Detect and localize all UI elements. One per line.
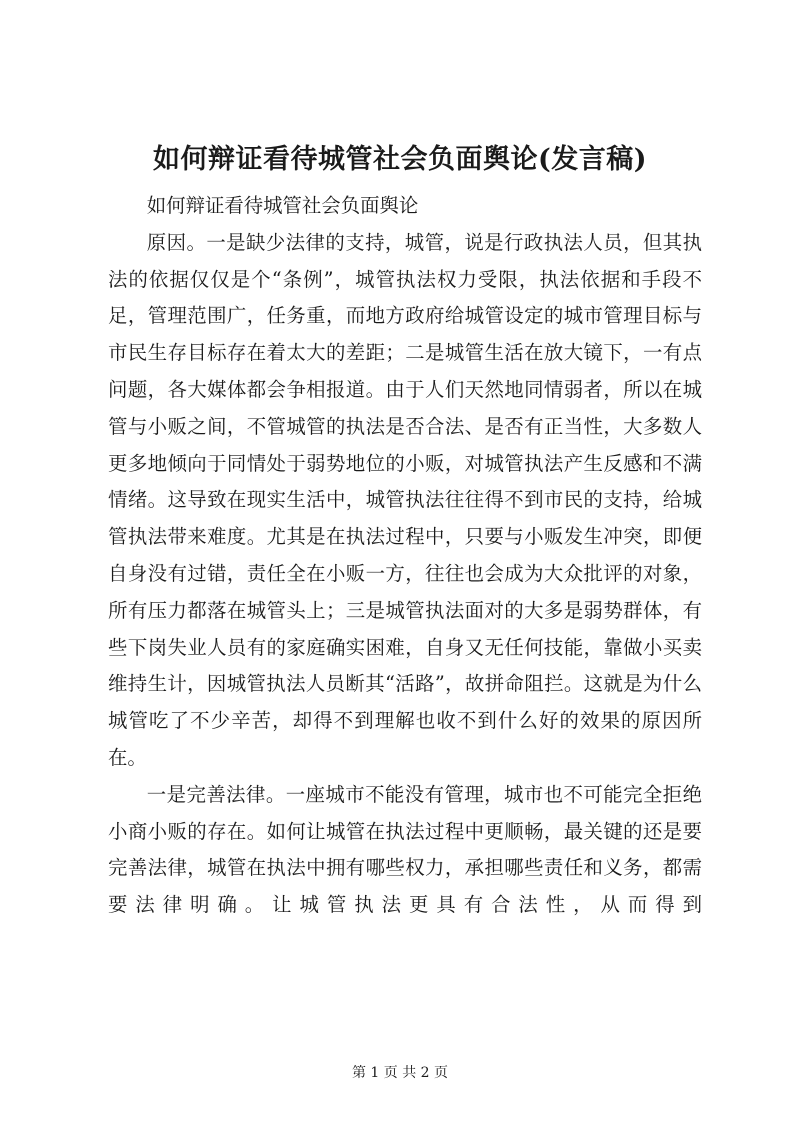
- paragraph-reasons: 原因。一是缺少法律的支持，城管，说是行政执法人员，但其执法的依据仅仅是个“条例”，城管执法权力受限，执法依据和手段不足，管理范围广，任务重，而地方政府给城管设定的城市管理目标与市民生存目标存在着太大的差距；二是城管生活在放大镜下，一有点问题，各大媒体都会争相报道。由于人们天然地同情弱者，所以在城管与小贩之间，不管城管的执法是否合法、是否有正当性，大多数人更多地倾向于同情处于弱势地位的小贩，对城管执法产生反感和不满情绪。这导致在现实生活中，城管执法往往得不到市民的支持，给城管执法带来难度。尤其是在执法过程中，只要与小贩发生冲突，即便自身没有过错，责任全在小贩一方，往往也会成为大众批评的对象，所有压力都落在城管头上；三是城管执法面对的大多是弱势群体，有些下岗失业人员有的家庭确实困难，自身又无任何技能，靠做小买卖维持生计，因城管执法人员断其“活路”，故拼命阻拦。这就是为什么城管吃了不少辛苦，却得不到理解也收不到什么好的效果的原因所在。: [108, 230, 702, 769]
- paragraph-measures: 一是完善法律。一座城市不能没有管理，城市也不可能完全拒绝小商小贩的存在。如何让城管在执法过程中更顺畅，最关键的还是要完善法律，城管在执法中拥有哪些权力，承担哪些责任和义务，都需要法律明确。让城管执法更具有合法性，从而得到: [108, 782, 702, 917]
- page-footer: 第 1 页 共 2 页: [351, 1065, 449, 1081]
- document-title: 如何辩证看待城管社会负面舆论(发言稿): [152, 144, 648, 175]
- paragraph-subtitle: 如何辩证看待城管社会负面舆论: [146, 194, 419, 217]
- document-body: [108, 188, 702, 924]
